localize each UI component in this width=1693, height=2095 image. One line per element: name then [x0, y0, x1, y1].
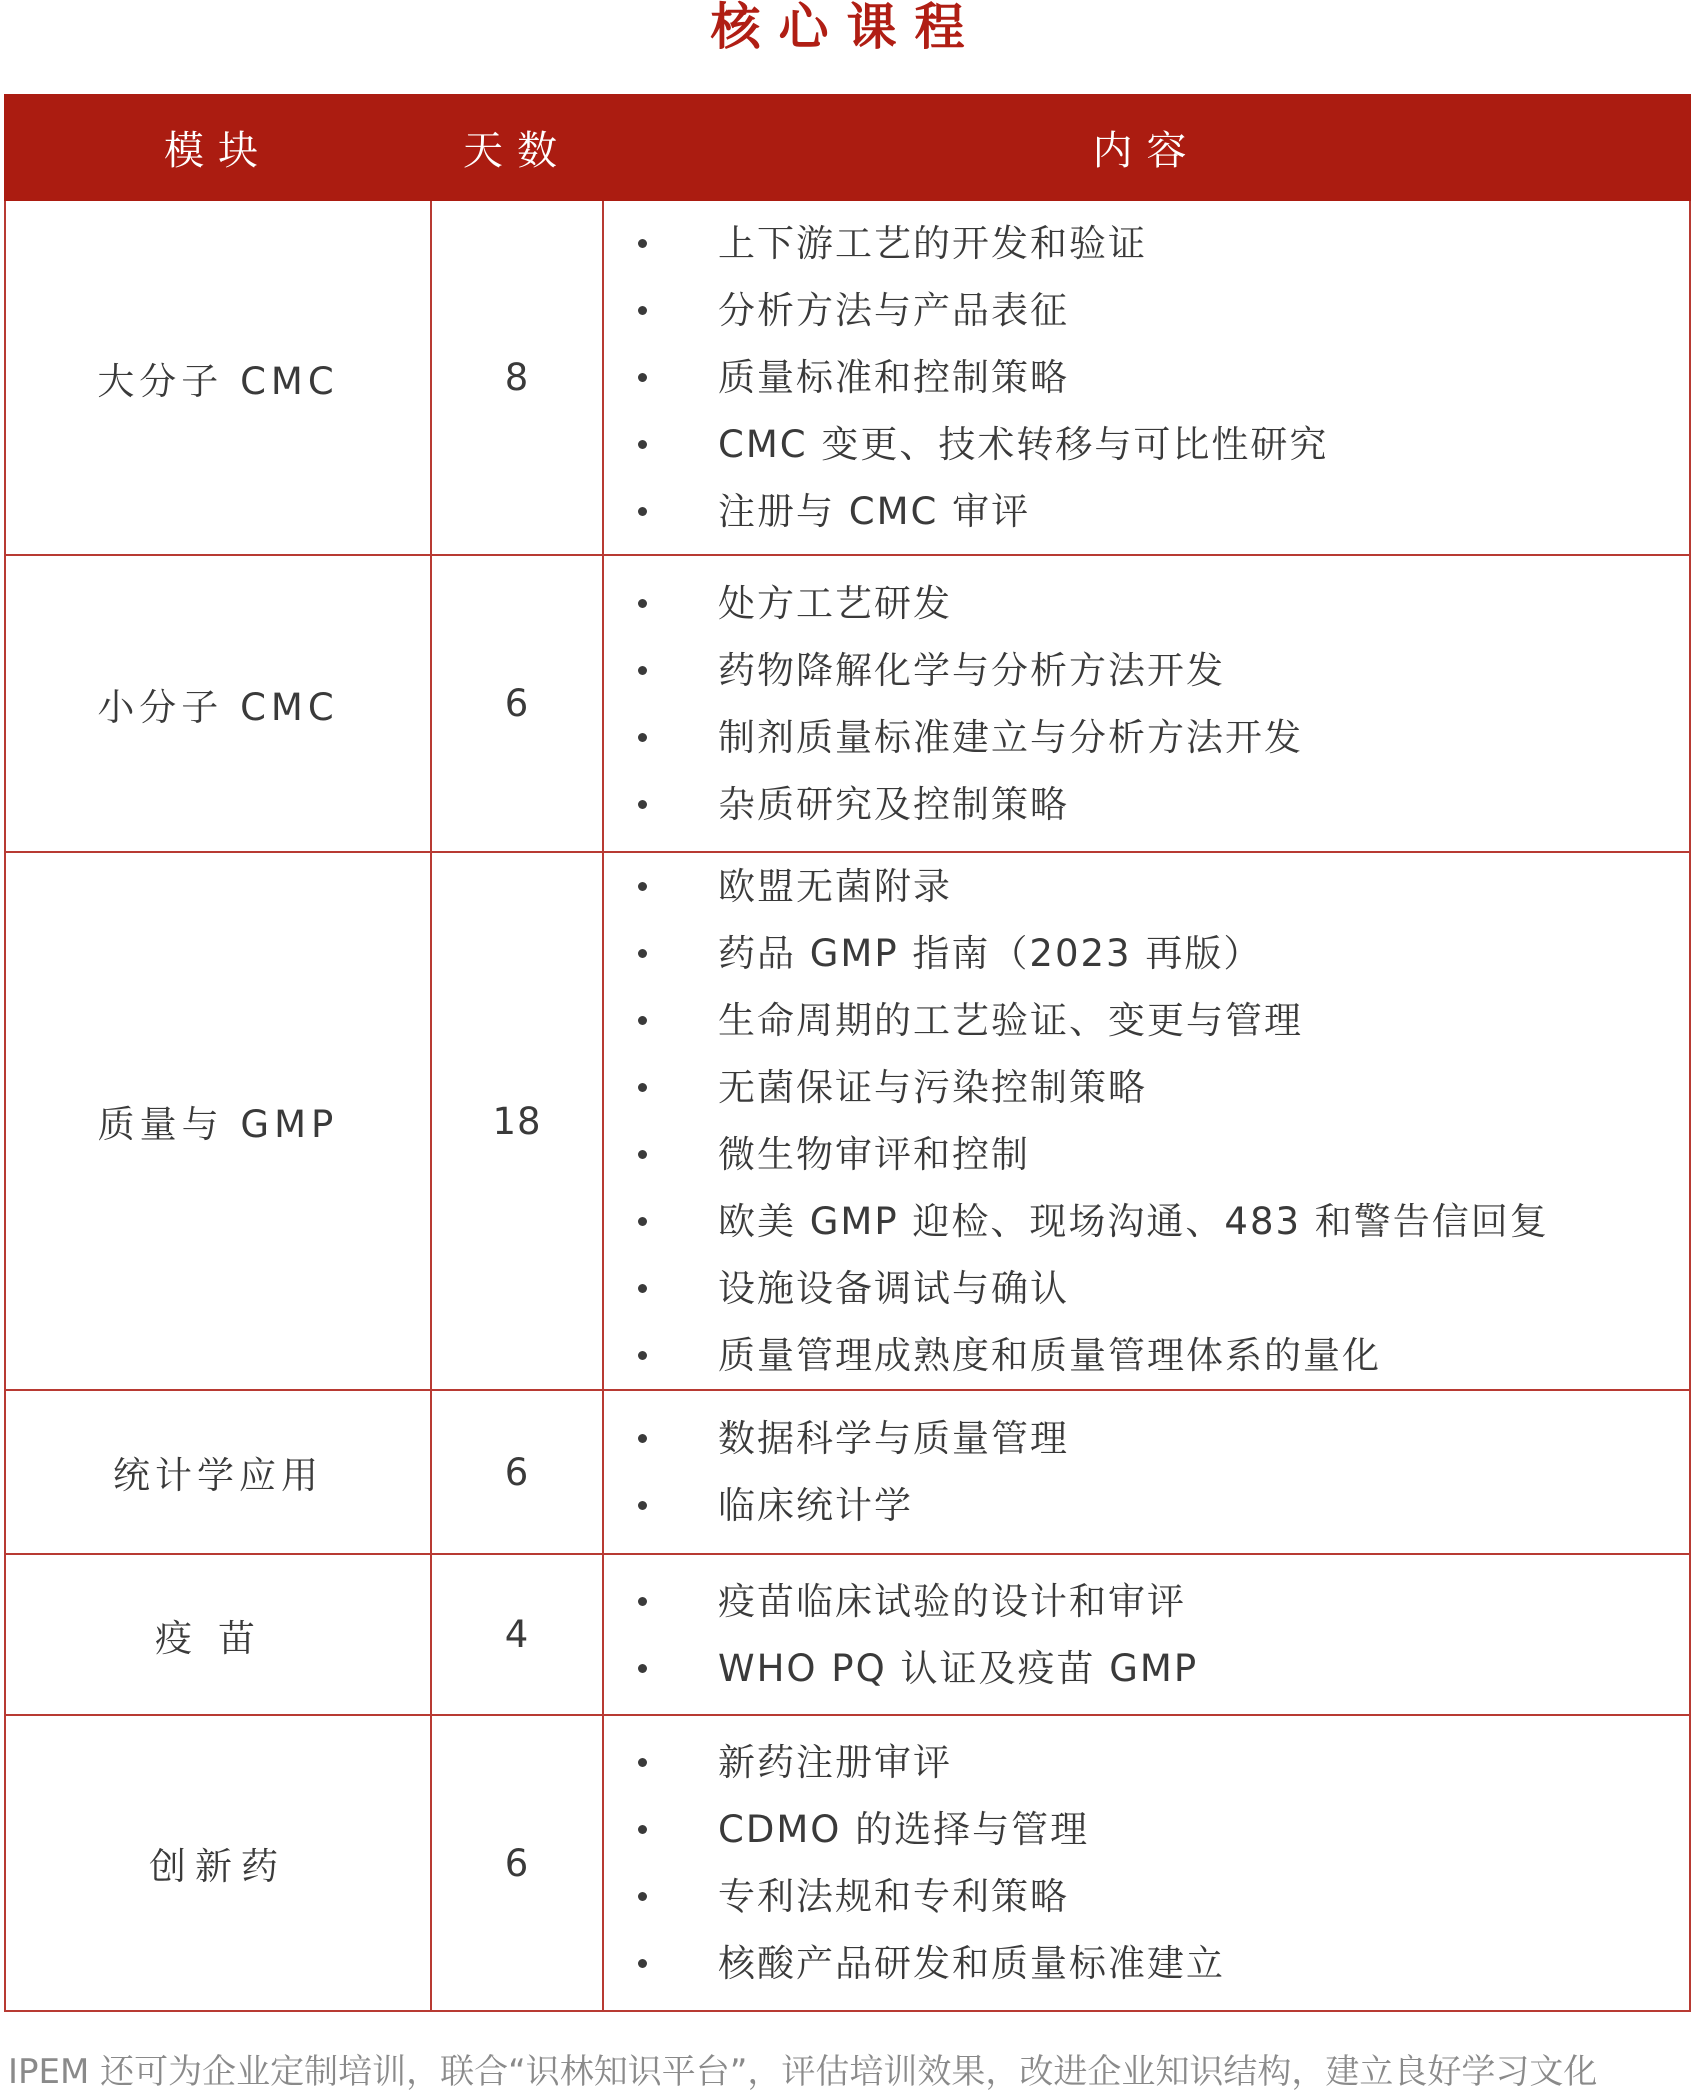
bullet-icon	[638, 666, 647, 675]
module-cell: 统计学应用	[5, 1390, 431, 1554]
page-title: 核心课程	[710, 0, 983, 56]
list-item	[604, 1054, 1689, 1121]
bullet-icon	[638, 733, 647, 742]
bullet-icon	[638, 1664, 647, 1673]
topic-text: 设施设备调试与确认	[718, 1267, 1069, 1310]
topic-text: 专利法规和专利策略	[718, 1875, 1069, 1918]
bullet-icon	[638, 882, 647, 891]
bullet-icon	[638, 949, 647, 958]
topic-text: 微生物审评和控制	[718, 1133, 1030, 1176]
content-cell	[603, 1554, 1690, 1715]
topic-text: 数据科学与质量管理	[718, 1417, 1069, 1460]
list-item	[604, 1405, 1689, 1472]
module-cell: 创新药	[5, 1715, 431, 2011]
topic-text: 制剂质量标准建立与分析方法开发	[718, 715, 1303, 759]
topic-text: 质量管理成熟度和质量管理体系的量化	[718, 1334, 1381, 1377]
list-item	[604, 1863, 1689, 1930]
topic-text: 欧盟无菌附录	[718, 865, 952, 908]
bullet-icon	[638, 1284, 647, 1293]
module-cell: 小分子 CMC	[5, 555, 431, 852]
header-row	[5, 95, 1690, 200]
days-cell: 6	[431, 1390, 603, 1554]
bullet-icon	[638, 1016, 647, 1025]
list-item	[604, 277, 1689, 344]
list-item	[604, 987, 1689, 1054]
topic-list	[604, 210, 1689, 545]
list-item	[604, 1472, 1689, 1539]
bullet-icon	[638, 373, 647, 382]
bullet-icon	[638, 507, 647, 516]
table-row	[5, 200, 1690, 555]
header-content: 内容	[603, 95, 1690, 200]
topic-text: 临床统计学	[718, 1484, 913, 1527]
content-cell	[603, 555, 1690, 852]
topic-list	[604, 1405, 1689, 1539]
list-item	[604, 1121, 1689, 1188]
topic-list	[604, 570, 1689, 838]
content-cell	[603, 1715, 1690, 2011]
bullet-icon	[638, 599, 647, 608]
bullet-icon	[638, 800, 647, 809]
table-row	[5, 1715, 1690, 2011]
days-cell: 6	[431, 1715, 603, 2011]
content-cell	[603, 200, 1690, 555]
bullet-icon	[638, 440, 647, 449]
bullet-icon	[638, 1959, 647, 1968]
days-cell: 18	[431, 852, 603, 1390]
bullet-icon	[638, 1434, 647, 1443]
content-cell	[603, 852, 1690, 1390]
topic-text: 疫苗临床试验的设计和审评	[718, 1579, 1186, 1623]
days-cell: 8	[431, 200, 603, 555]
table-row	[5, 555, 1690, 852]
list-item	[604, 210, 1689, 277]
bullet-icon	[638, 1892, 647, 1901]
list-item	[604, 771, 1689, 838]
topic-list	[604, 1729, 1689, 1997]
bullet-icon	[638, 306, 647, 315]
list-item	[604, 1635, 1689, 1702]
topic-text: 新药注册审评	[718, 1741, 952, 1784]
topic-text: 注册与 CMC 审评	[718, 490, 1031, 533]
module-cell: 大分子 CMC	[5, 200, 431, 555]
days-cell: 4	[431, 1554, 603, 1715]
list-item	[604, 1568, 1689, 1635]
list-item	[604, 478, 1689, 545]
topic-text: 处方工艺研发	[718, 581, 952, 625]
bullet-icon	[638, 1825, 647, 1834]
footer-note: IPEM 还可为企业定制培训，联合“识林知识平台”，评估培训效果，改进企业知识结构，建立良好学习文化	[8, 2052, 1598, 2092]
list-item	[604, 570, 1689, 637]
bullet-icon	[638, 1758, 647, 1767]
topic-text: 质量标准和控制策略	[718, 356, 1069, 399]
list-item	[604, 1322, 1689, 1389]
bullet-icon	[638, 1351, 647, 1360]
header-module: 模块	[5, 95, 431, 200]
topic-list	[604, 1568, 1689, 1702]
content-cell	[603, 1390, 1690, 1554]
bullet-icon	[638, 1083, 647, 1092]
topic-text: CMC 变更、技术转移与可比性研究	[718, 423, 1329, 466]
course-table	[4, 94, 1691, 2012]
list-item	[604, 1729, 1689, 1796]
list-item	[604, 411, 1689, 478]
table-row	[5, 1554, 1690, 1715]
days-cell: 6	[431, 555, 603, 852]
header-days: 天数	[431, 95, 603, 200]
table-body	[5, 200, 1690, 2011]
list-item	[604, 344, 1689, 411]
topic-text: 杂质研究及控制策略	[718, 782, 1069, 826]
bullet-icon	[638, 1501, 647, 1510]
topic-text: 无菌保证与污染控制策略	[718, 1066, 1147, 1109]
bullet-icon	[638, 1150, 647, 1159]
list-item	[604, 1255, 1689, 1322]
list-item	[604, 637, 1689, 704]
list-item	[604, 704, 1689, 771]
module-cell: 疫苗	[5, 1554, 431, 1715]
table-row	[5, 1390, 1690, 1554]
topic-list	[604, 853, 1689, 1389]
list-item	[604, 1930, 1689, 1997]
table-header	[5, 95, 1690, 200]
topic-text: 生命周期的工艺验证、变更与管理	[718, 999, 1303, 1042]
list-item	[604, 920, 1689, 987]
topic-text: CDMO 的选择与管理	[718, 1808, 1090, 1851]
list-item	[604, 1188, 1689, 1255]
bullet-icon	[638, 239, 647, 248]
list-item	[604, 1796, 1689, 1863]
topic-text: 核酸产品研发和质量标准建立	[718, 1942, 1225, 1985]
table-row	[5, 852, 1690, 1390]
topic-text: 药品 GMP 指南（2023 再版）	[718, 932, 1263, 975]
topic-text: 药物降解化学与分析方法开发	[718, 648, 1225, 692]
topic-text: 欧美 GMP 迎检、现场沟通、483 和警告信回复	[718, 1200, 1549, 1243]
topic-text: WHO PQ 认证及疫苗 GMP	[718, 1646, 1199, 1690]
bullet-icon	[638, 1217, 647, 1226]
list-item	[604, 853, 1689, 920]
topic-text: 上下游工艺的开发和验证	[718, 222, 1147, 265]
bullet-icon	[638, 1597, 647, 1606]
topic-text: 分析方法与产品表征	[718, 289, 1069, 332]
module-cell: 质量与 GMP	[5, 852, 431, 1390]
